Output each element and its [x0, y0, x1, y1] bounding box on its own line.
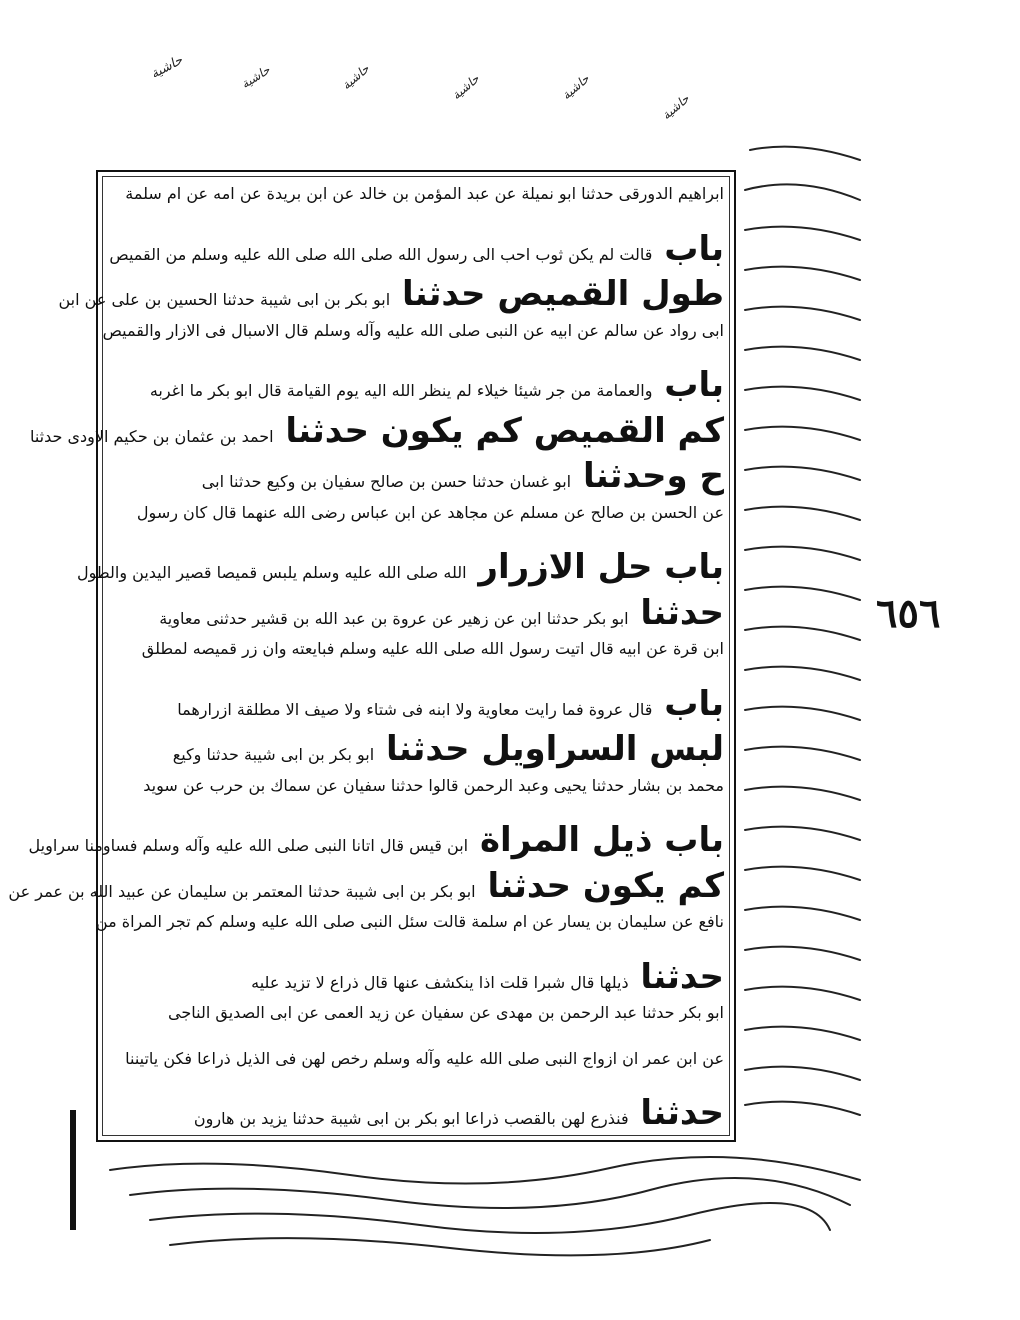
- text-line: [29, 410, 724, 451]
- text-line: [108, 683, 724, 724]
- text-line: [108, 365, 724, 405]
- hadith-text: قالت لم يكن ثوب احب الى رسول الله صلى الله صلى الله عليه وسلم من القميص: [109, 244, 653, 264]
- right-margin-commentary: [740, 120, 870, 1120]
- hadith-text: ابراهيم الدورقى حدثنا ابو نميلة عن عبد المؤمن بن خالد عن ابن بريدة عن امه عن ام سلمة: [125, 184, 724, 203]
- text-line: [95, 912, 724, 931]
- hadith-text: ابو بكر بن ابى شيبة حدثنا وكيع: [172, 745, 375, 764]
- chapter-heading: حدثنا: [628, 1093, 724, 1133]
- text-line: [58, 274, 724, 314]
- chapter-heading: كم يكون حدثنا: [475, 865, 724, 906]
- page-number: ٦٥٦: [876, 590, 941, 637]
- chapter-heading: باب: [652, 683, 724, 724]
- hadith-text: عن الحسن بن صالح عن مسلم عن مجاهد عن ابن عباس رضى الله عنهما قال كان رسول: [136, 502, 724, 522]
- text-line: [102, 320, 724, 340]
- text-line: [108, 641, 724, 657]
- hadith-text: ابو بكر بن ابى شيبة حدثنا الحسين بن على عن ابن: [58, 290, 391, 309]
- text-line: [8, 865, 724, 906]
- hadith-text: ذيلها قال شبرا قلت اذا ينكشف عنها قال ذراع لا تزيد عليه: [251, 972, 629, 992]
- text-line: [108, 1048, 724, 1068]
- top-margin-note: حاشية: [449, 71, 483, 103]
- text-line: [108, 502, 724, 522]
- text-line: [108, 592, 724, 633]
- chapter-heading: ح وحدثنا: [571, 456, 724, 496]
- text-line: [108, 956, 724, 997]
- hadith-text: الله صلى الله عليه وسلم يلبس قميصا قصير اليدين والطول: [76, 563, 467, 582]
- hadith-text: فنذرع لهن بالقصب ذراعا ابو بكر بن ابى شيبة حدثنا يزيد بن هارون: [193, 1109, 629, 1128]
- hadith-text: ابو بكر بن ابى شيبة حدثنا المعتمر بن سليمان عن عبيد الله بن عمر عن: [8, 881, 476, 901]
- chapter-heading: كم القميص كم يكون حدثنا: [273, 410, 724, 451]
- text-line: [76, 547, 724, 587]
- chapter-heading: باب: [652, 228, 724, 269]
- text-line: [108, 186, 724, 202]
- hadith-text: ابو غسان حدثنا حسن بن صالح سفيان بن وكيع حدثنا ابى: [201, 472, 572, 491]
- text-line: [108, 775, 724, 795]
- chapter-heading: باب حل الازرار: [466, 547, 724, 587]
- hadith-text: نافع عن سليمان بن يسار عن ام سلمة قالت سئل النبى صلى الله عليه وسلم كم تجر المراة من: [95, 912, 724, 931]
- text-line: [28, 820, 724, 860]
- hadith-text: ابن قيس قال اتانا النبى صلى الله عليه وآله وسلم فساومنا سراويل: [28, 836, 469, 855]
- top-margin-note: حاشية: [148, 52, 186, 83]
- hadith-text: ابى رواد عن سالم عن ابيه عن النبى صلى الله عليه وآله وسلم قال الاسبال فى الازار والقميص: [102, 320, 724, 340]
- top-margin-note: حاشية: [559, 71, 593, 103]
- text-line: [108, 456, 724, 496]
- hadith-text: قال عروة فما رايت معاوية ولا ابنه فى شتاء ولا صيف الا مطلقة ازرارهما: [177, 699, 653, 719]
- text-line: [108, 729, 724, 769]
- margin-bar-mark: [70, 1110, 76, 1230]
- bottom-margin-notes: [90, 1150, 870, 1260]
- hadith-text: ابو بكر حدثنا ابن عن زهير عن عروة بن عبد الله بن قشير حدثنى معاوية: [159, 608, 629, 628]
- top-margin-note: حاشية: [339, 61, 373, 93]
- chapter-heading: حدثنا: [628, 592, 724, 633]
- hadith-text: احمد بن عثمان بن حكيم الاودى حدثنا: [29, 426, 274, 446]
- text-line: [108, 228, 724, 269]
- text-line: [108, 1005, 724, 1021]
- hadith-text: عن ابن عمر ان ازواج النبى صلى الله عليه وآله وسلم رخص لهن فى الذيل ذراعا فكن ياتيننا: [125, 1048, 724, 1068]
- text-line: [108, 1093, 724, 1133]
- top-margin-note: حاشية: [238, 62, 273, 92]
- chapter-heading: باب ذيل المراة: [468, 820, 724, 860]
- hadith-text: ابن قرة عن ابيه قال اتيت رسول الله صلى الله عليه وسلم فبايعته وان زر قميصه لمطلق: [141, 639, 724, 658]
- top-margin-note: حاشية: [659, 91, 693, 123]
- chapter-heading: حدثنا: [628, 956, 724, 997]
- hadith-text: محمد بن بشار حدثنا يحيى وعبد الرحمن قالوا حدثنا سفيان عن سماك بن حرب عن سويد: [143, 775, 724, 795]
- chapter-heading: لبس السراويل حدثنا: [374, 729, 724, 769]
- chapter-heading: طول القميص حدثنا: [390, 274, 724, 314]
- hadith-text: ابو بكر حدثنا عبد الرحمن بن مهدى عن سفيان عن زيد العمى عن ابى الصديق الناجى: [168, 1003, 724, 1022]
- chapter-heading: باب: [652, 365, 724, 405]
- hadith-text: والعمامة من جر شيئا خيلاء لم ينظر الله اليه يوم القيامة قال ابو بكر ما اغربه: [149, 381, 653, 400]
